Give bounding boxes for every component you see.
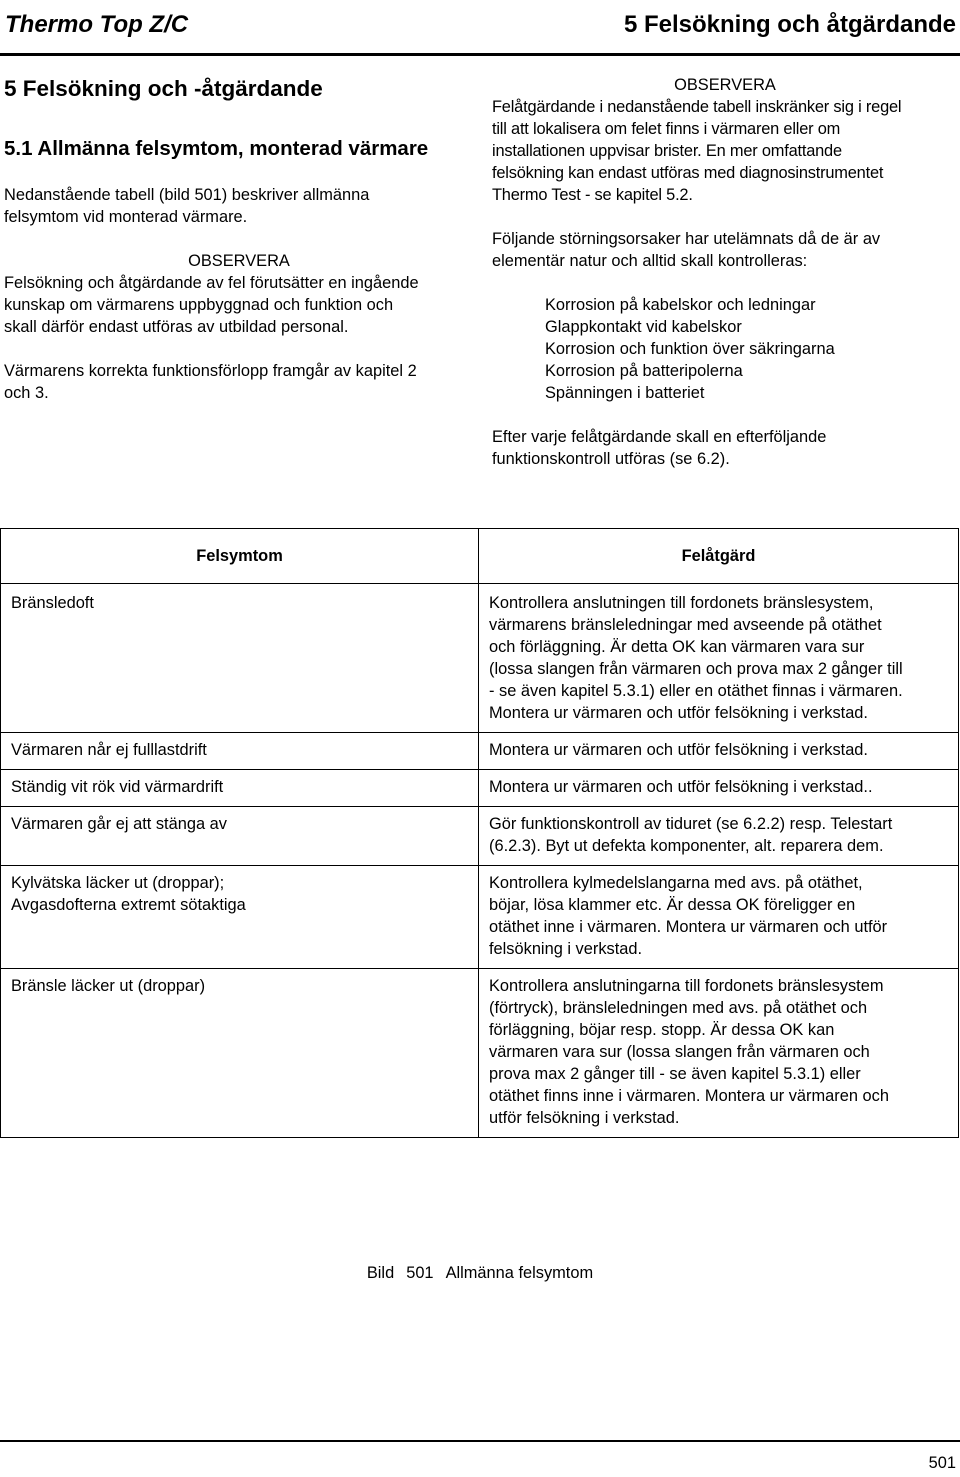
section-heading: 5.1 Allmänna felsymtom, monterad värmare bbox=[4, 137, 429, 160]
page-header bbox=[0, 0, 960, 56]
column-header-action: Felåtgärd bbox=[479, 529, 959, 584]
note-title: OBSERVERA bbox=[188, 252, 290, 270]
function-line: Värmarens korrekta funktionsförlopp framgår av kapitel 2 bbox=[4, 362, 417, 380]
causes-intro bbox=[492, 228, 958, 272]
function-line: och 3. bbox=[4, 384, 49, 402]
table-row bbox=[1, 807, 959, 866]
after-line: Efter varje felåtgärdande skall en efterföljande bbox=[492, 428, 827, 446]
after-paragraph bbox=[492, 426, 958, 470]
note-line: till att lokalisera om felet finns i värmaren eller om bbox=[492, 120, 841, 138]
note-paragraph bbox=[4, 272, 474, 338]
action-cell: Kontrollera anslutningarna till fordonets bränslesystem (förtryck), bränsleledningen med avs. på otäthet och förläggning, böjar resp. stopp. Är dessa OK kan värmaren vara sur (lossa slangen från värmaren och prova max 2 gånger till - se även kapitel 5.3.1) eller otäthet finns inne i värmaren. Montera ur värmaren och utför felsökning i verkstad. bbox=[479, 969, 959, 1138]
right-column bbox=[492, 74, 958, 470]
list-item: Korrosion på batteripolerna bbox=[545, 362, 743, 380]
intro-paragraph bbox=[4, 184, 474, 228]
note-line: Felåtgärdande i nedanstående tabell inskränker sig i regel bbox=[492, 98, 902, 116]
symptom-cell: Värmaren går ej att stänga av bbox=[1, 807, 479, 866]
action-cell: Kontrollera anslutningen till fordonets bränslesystem, värmarens bränsleledningar med avseende på otäthet och förläggning. Är detta OK kan värmaren vara sur (lossa slangen från värmaren och prova max 2 gånger till - se även kapitel 5.3.1) eller en otäthet finnas i värmaren. Montera ur värmaren och utför felsökning i verkstad. bbox=[479, 584, 959, 733]
symptom-cell: Bränsledoft bbox=[1, 584, 479, 733]
caption-label: Bild bbox=[366, 1264, 395, 1282]
table-row bbox=[1, 584, 959, 733]
list-item: Korrosion på kabelskor och ledningar bbox=[545, 296, 816, 314]
column-header-symptom: Felsymtom bbox=[1, 529, 479, 584]
note-line: Felsökning och åtgärdande av fel förutsätter en ingående bbox=[4, 274, 419, 292]
note-line: kunskap om värmarens uppbyggnad och funktion och bbox=[4, 296, 394, 314]
after-line: funktionskontroll utföras (se 6.2). bbox=[492, 450, 730, 468]
symptom-cell: Kylvätska läcker ut (droppar); Avgasdofterna extremt sötaktiga bbox=[1, 866, 479, 969]
table-row bbox=[1, 733, 959, 770]
note-line: skall därför endast utföras av utbildad personal. bbox=[4, 318, 349, 336]
symptom-table bbox=[0, 528, 959, 1138]
note-line: felsökning kan endast utföras med diagnosinstrumentet bbox=[492, 164, 884, 182]
intro-line: felsymtom vid monterad värmare. bbox=[4, 208, 248, 226]
action-cell: Montera ur värmaren och utför felsökning i verkstad. bbox=[479, 733, 959, 770]
action-cell: Gör funktionskontroll av tiduret (se 6.2.2) resp. Telestart (6.2.3). Byt ut defekta komponenter, alt. reparera dem. bbox=[479, 807, 959, 866]
table-row bbox=[1, 770, 959, 807]
causes-intro-line: Följande störningsorsaker har utelämnats då de är av bbox=[492, 230, 881, 248]
table-row bbox=[1, 969, 959, 1138]
caption-number: 501 bbox=[406, 1264, 434, 1282]
list-item: Glappkontakt vid kabelskor bbox=[545, 318, 742, 336]
left-column bbox=[4, 74, 474, 404]
action-cell: Kontrollera kylmedelslangarna med avs. på otäthet, böjar, lösa klammer etc. Är dessa OK föreligger en otäthet inne i värmaren. Montera ur värmaren och utför felsökning i verkstad. bbox=[479, 866, 959, 969]
note-paragraph bbox=[492, 96, 958, 206]
causes-list bbox=[492, 294, 958, 404]
header-divider bbox=[0, 53, 960, 56]
note-line: Thermo Test - se kapitel 5.2. bbox=[492, 186, 693, 204]
figure-caption bbox=[0, 1262, 960, 1284]
document-title: Thermo Top Z/C bbox=[5, 11, 189, 38]
list-item: Spänningen i batteriet bbox=[545, 384, 705, 402]
note-title: OBSERVERA bbox=[674, 76, 776, 94]
note-line: installationen uppvisar brister. En mer omfattande bbox=[492, 142, 842, 160]
chapter-heading: 5 Felsökning och -åtgärdande bbox=[4, 76, 323, 101]
symptom-cell: Bränsle läcker ut (droppar) bbox=[1, 969, 479, 1138]
chapter-title: 5 Felsökning och åtgärdande bbox=[623, 11, 956, 38]
intro-line: Nedanstående tabell (bild 501) beskriver allmänna bbox=[4, 186, 370, 204]
table-header-row bbox=[1, 529, 959, 584]
causes-intro-line: elementär natur och alltid skall kontrolleras: bbox=[492, 252, 808, 270]
function-paragraph bbox=[4, 360, 474, 404]
table-row bbox=[1, 866, 959, 969]
symptom-cell: Ständig vit rök vid värmardrift bbox=[1, 770, 479, 807]
page-number: 501 bbox=[928, 1454, 956, 1472]
footer-divider bbox=[0, 1440, 960, 1442]
action-cell: Montera ur värmaren och utför felsökning i verkstad.. bbox=[479, 770, 959, 807]
list-item: Korrosion och funktion över säkringarna bbox=[545, 340, 835, 358]
caption-title: Allmänna felsymtom bbox=[445, 1264, 594, 1282]
symptom-cell: Värmaren når ej fulllastdrift bbox=[1, 733, 479, 770]
